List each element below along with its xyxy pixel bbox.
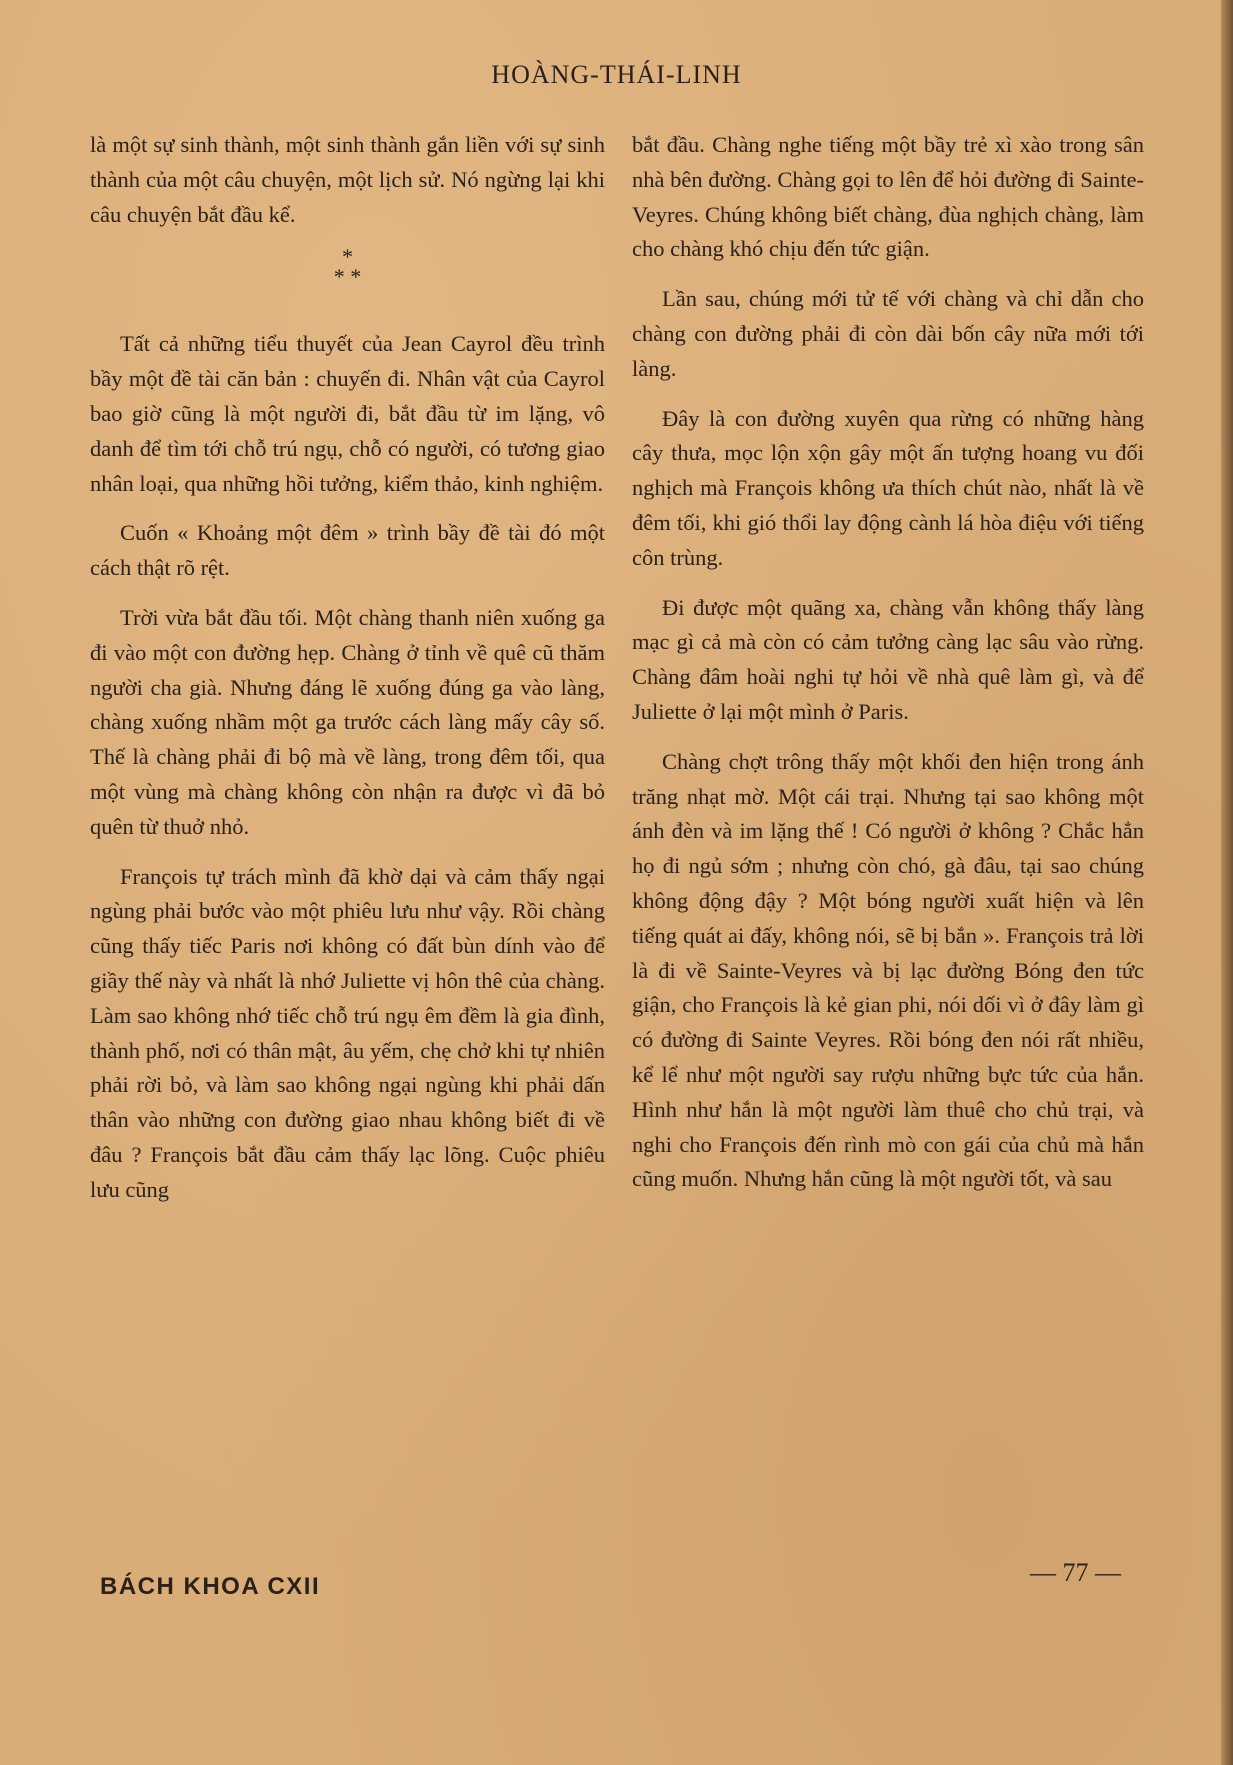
page-edge-shadow [1221,0,1233,1765]
asterism-top: * [342,244,353,270]
footer-publication: BÁCH KHOA CXII [100,1573,321,1600]
right-paragraph-4: Đi được một quãng xa, chàng vẫn không thấy làng mạc gì cả mà còn có cảm tưởng càng lạc sâu vào rừng. Chàng đâm hoài nghi tự hỏi về nhà quê làm gì, và để Juliette ở lại một mình ở Paris. [632,594,1144,724]
right-paragraph-2: Lần sau, chúng mới tử tế với chàng và chỉ dẫn cho chàng con đường phải đi còn dài bốn cây nữa mới tới làng. [632,286,1144,381]
left-paragraph-3: Cuốn « Khoảng một đêm » trình bầy đề tài đó một cách thật rõ rệt. [90,520,605,581]
section-asterism [90,244,605,290]
asterism-bottom: * * [333,264,362,290]
right-paragraph-5: Chàng chợt trông thấy một khối đen hiện trong ánh trăng nhạt mờ. Một cái trại. Nhưng tại sao không một ánh đèn và im lặng thế ! Có người ở không ? Chắc hẳn họ đi ngủ sớm ; nhưng còn chó, gà đâu, tại sao chúng không động đậy ? Một bóng người xuất hiện và lên tiếng quát ai đấy, không nói, sẽ bị bắn ». François trả lời là đi về Sainte-Veyres và bị lạc đường Bóng đen tức giận, cho François là kẻ gian phi, nói dối vì ở đây làm gì có đường đi Sainte Veyres. Rồi bóng đen nói rất nhiều, kể lể như một người say rượu những bực tức của hắn. Hình như hắn là một người làm thuê cho chủ trại, và nghi cho François đến rình mò con gái của chủ mà hắn cũng muốn. Nhưng hắn cũng là một người tốt, và sau [632,748,1144,1192]
right-paragraph-3: Đây là con đường xuyên qua rừng có những hàng cây thưa, mọc lộn xộn gây một ấn tượng hoang vu đối nghịch mà François không ưa thích chút nào, nhất là về đêm tối, khi gió thổi lay động cành lá hòa điệu với tiếng côn trùng. [632,405,1144,570]
right-paragraph-1: bắt đầu. Chàng nghe tiếng một bầy trẻ xì xào trong sân nhà bên đường. Chàng gọi to lên để hỏi đường đi Sainte-Veyres. Chúng không biết chàng, đùa nghịch chàng, làm cho chàng khó chịu đến tức giận. [632,132,1144,262]
left-paragraph-4: Trời vừa bắt đầu tối. Một chàng thanh niên xuống ga đi vào một con đường hẹp. Chàng ở tỉnh về quê cũ thăm người cha già. Nhưng đáng lẽ xuống đúng ga vào làng, chàng xuống nhầm một ga trước cách làng mấy cây số. Thế là chàng phải đi bộ mà về làng, trong đêm tối, qua một vùng mà chàng không còn nhận ra được vì đã bỏ quên từ thuở nhỏ. [90,604,605,839]
footer-page-number: — 77 — [1030,1558,1121,1587]
page-header-author: HOÀNG-THÁI-LINH [491,60,742,89]
right-text-column [632,128,1144,1212]
left-text-column [90,128,605,1223]
left-paragraph-1: là một sự sinh thành, một sinh thành gắn liền với sự sinh thành của một câu chuyện, một lịch sử. Nó ngừng lại khi câu chuyện bắt đầu kể. [90,132,605,227]
left-paragraph-2: Tất cả những tiểu thuyết của Jean Cayrol đều trình bầy một đề tài căn bản : chuyến đi. Nhân vật của Cayrol bao giờ cũng là một người đi, bắt đầu từ im lặng, vô danh để tìm tới chỗ trú ngụ, chỗ có người, có tương giao nhân loại, qua những hồi tưởng, kiểm thảo, kinh nghiệm. [90,331,605,496]
left-paragraph-5: François tự trách mình đã khờ dại và cảm thấy ngại ngùng phải bước vào một phiêu lưu như vậy. Rồi chàng cũng thấy tiếc Paris nơi không có đất bùn dính vào để giầy thế này và nhất là nhớ Juliette vị hôn thê của chàng. Làm sao không nhớ tiếc chỗ trú ngụ êm đềm là gia đình, thành phố, nơi có thân mật, âu yếm, chẹ chở khi tự nhiên phải rời bỏ, và làm sao không ngại ngùng khi phải dấn thân vào những con đường giao nhau không biết đi về đâu ? François bắt đầu cảm thấy lạc lõng. Cuộc phiêu lưu cũng [90,863,605,1202]
